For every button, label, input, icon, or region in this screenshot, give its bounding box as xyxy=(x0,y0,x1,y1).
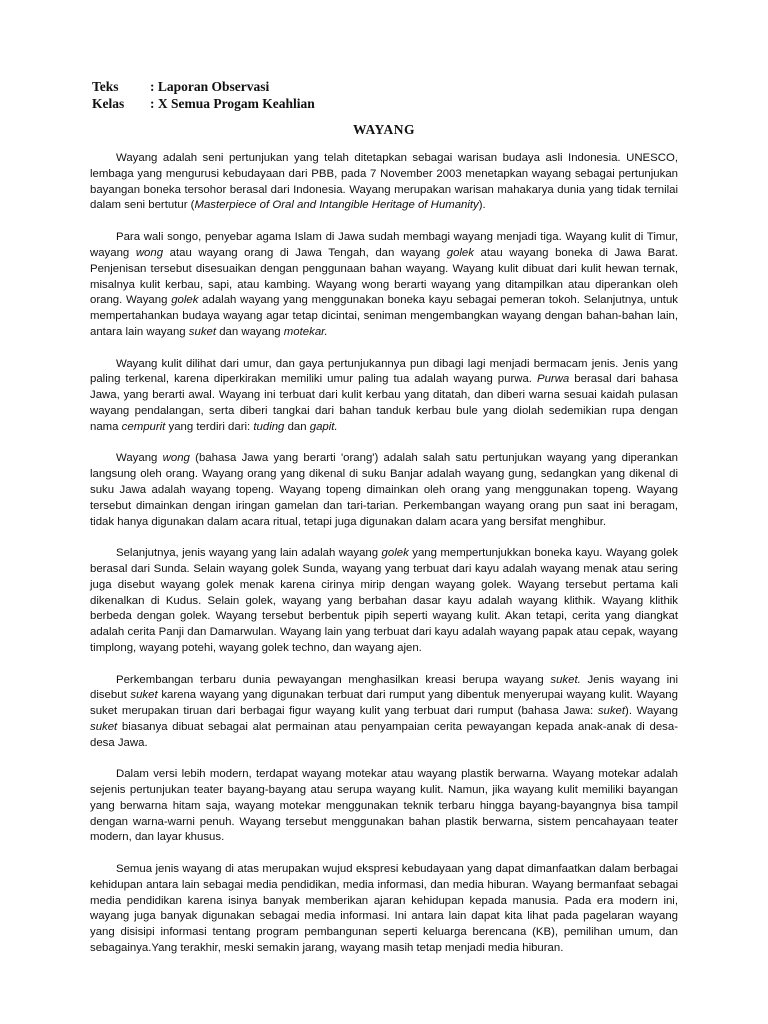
paragraph-5 xyxy=(90,546,678,657)
text-span: dan xyxy=(284,420,310,433)
text-span: Selanjutnya, jenis wayang yang lain adalah wayang xyxy=(116,547,382,560)
document-header xyxy=(92,78,315,112)
italic-text: golek xyxy=(171,294,199,307)
text-span: Wayang adalah seni pertunjukan yang telah ditetapkan sebagai warisan budaya asli Indonesia. UNESCO, lembaga yang mengurusi kebudayaan dari PBB, pada 7 November 2003 menetapkan wayang sebagai pertunjukan bayangan boneka tersohor berasal dari Indonesia. Wayang merupakan warisan mahakarya dunia yang tidak ternilai dalam seni bertutur ( xyxy=(90,152,678,212)
paragraph-6 xyxy=(90,673,678,752)
text-span: karena wayang yang digunakan terbuat dari rumput yang dibentuk menyerupai wayang kulit. Wayang suket merupakan tiruan dari berbagai figur wayang kulit yang terbuat dari rumput (bahasa Jawa: xyxy=(90,689,678,718)
paragraph-2 xyxy=(90,230,678,341)
italic-text: suket xyxy=(130,689,158,702)
paragraph-3 xyxy=(90,357,678,436)
text-span: yang terdiri dari: xyxy=(165,420,254,433)
text-span: ). Wayang xyxy=(625,705,678,718)
italic-text: golek xyxy=(381,547,409,560)
text-span: berasal dari bahasa Jawa, yang berarti awal. Wayang ini terbuat dari kulit kerbau yang ditatah, dan diberi warna sesuai kaidah pulasan wayang pendalangan, serta diberi tangkai dari bahan tanduk kerbau bule yang diolah sedemikian rupa dengan nama xyxy=(90,373,678,433)
teks-value: : Laporan Observasi xyxy=(150,79,270,94)
text-span: ). xyxy=(478,199,486,212)
text-span: yang mempertunjukkan boneka kayu. Wayang golek berasal dari Sunda. Selain wayang golek Sunda, wayang yang terbuat dari kayu adalah wayang menak atau sering juga disebut wayang golek menak karena cirinya mirip dengan wayang golek. Wayang tersebut pertama kali dikenalkan di Kudus. Selain golek, wayang yang berbahan dasar kayu adalah wayang klithik. Wayang klithik berbeda dengan golek. Wayang tersebut berbentuk pipih seperti wayang kulit. Akan tetapi, cerita yang diangkat adalah cerita Panji dan Damarwulan. Wayang lain yang terbuat dari kayu adalah wayang papak atau cepak, wayang timplong, wayang potehi, wayang golek techno, dan wayang ajen. xyxy=(90,547,678,654)
italic-text: Purwa xyxy=(536,373,570,386)
italic-text: wong xyxy=(135,246,164,259)
italic-text: Masterpiece of Oral and Intangible Heritage of Humanity xyxy=(194,199,479,212)
italic-text: motekar. xyxy=(283,325,328,338)
text-span: atau wayang boneka di Jawa Barat. Penjenisan tersebut disesuaikan dengan penggunaan bahan wayang. Wayang kulit dibuat dari kulit hewan ternak, misalnya kulit kerbau, sapi, atau kambing. Wayang wong berarti wayang yang ditampilkan atau diperankan oleh orang. Wayang xyxy=(90,246,678,307)
text-span: (bahasa Jawa yang berarti 'orang') adalah salah satu pertunjukan wayang yang diperankan langsung oleh orang. Wayang orang yang dikenal di suku Banjar adalah wayang gung, sedangkan yang dikenal di suku Jawa adalah wayang topeng. Wayang topeng dimainkan oleh orang yang menggunakan topeng. Wayang tersebut dimainkan dengan iringan gamelan dan tari-tarian. Perkembangan wayang orang pun saat ini beragam, tidak hanya digunakan dalam acara ritual, tetapi juga digunakan dalam acara yang bersifat menghibur. xyxy=(90,452,678,528)
italic-text: gapit. xyxy=(309,420,338,433)
text-span: atau wayang orang di Jawa Tengah, dan wayang xyxy=(163,246,447,259)
text-span: Wayang kulit dilihat dari umur, dan gaya pertunjukannya pun dibagi lagi menjadi bermacam jenis. Jenis yang paling terkenal, karena diperkirakan memiliki umur paling tua adalah wayang purwa. xyxy=(90,357,678,386)
document-title: WAYANG xyxy=(352,122,416,137)
kelas-row xyxy=(92,95,315,112)
paragraph-8: Semua jenis wayang di atas merupakan wujud ekspresi kebudayaan yang dapat dimanfaatkan dalam berbagai kehidupan antara lain sebagai media pendidikan, media informasi, dan media hiburan. Wayang bermanfaat sebagai media pendidikan karena isinya banyak memberikan ajaran kehidupan kepada manusia. Pada era modern ini, wayang juga banyak digunakan sebagai media informasi. Ini antara lain dapat kita lihat pada pagelaran wayang yang disisipi informasi tentang program pembangunan seperti keluarga berencana (KB), pemilihan umum, dan sebagainya.Yang terakhir, meski semakin jarang, wayang masih tetap menjadi media hiburan. xyxy=(90,863,678,955)
teks-row xyxy=(92,78,315,95)
text-span: Para wali songo, penyebar agama Islam di Jawa sudah membagi wayang menjadi tiga. Wayang kulit di Timur, wayang xyxy=(90,231,678,259)
italic-text: suket xyxy=(90,720,118,733)
paragraph-7: Dalam versi lebih modern, terdapat wayang motekar atau wayang plastik berwarna. Wayang motekar adalah sejenis pertunjukan teater bayang-bayang atau serupa wayang kulit. Namun, jika wayang kulit memiliki bayangan yang berwarna hitam saja, wayang motekar menggunakan teknik terbaru hingga bayang-bayangnya bisa tampil dengan warna-warni penuh. Wayang tersebut menggunakan bahan plastik berwarna, sistem pencahayaan teater modern, dan layar khusus. xyxy=(90,768,678,844)
text-span: Perkembangan terbaru dunia pewayangan menghasilkan kreasi berupa wayang xyxy=(116,673,551,686)
text-span: adalah wayang yang menggunakan boneka kayu sebagai pemeran tokoh. Selanjutnya, untuk mempertahankan budaya wayang agar tetap dicintai, seniman mengembangkan wayang dengan bahan-bahan lain, antara lain wayang xyxy=(90,294,678,338)
text-span: Wayang xyxy=(116,452,163,465)
paragraph-1 xyxy=(90,151,678,214)
italic-text: wong xyxy=(162,452,190,465)
italic-text: golek xyxy=(446,246,474,259)
italic-text: tuding xyxy=(253,420,285,433)
text-span: Jenis wayang ini disebut xyxy=(90,673,678,702)
italic-text: suket. xyxy=(550,673,581,686)
italic-text: suket xyxy=(188,325,217,338)
teks-label: Teks xyxy=(92,79,119,94)
text-span: dan wayang xyxy=(216,325,284,338)
text-span: biasanya dibuat sebagai alat permainan atau penyampaian cerita pewayangan kepada anak-anak di desa-desa Jawa. xyxy=(90,720,678,749)
document-body xyxy=(90,151,678,973)
kelas-value: : X Semua Progam Keahlian xyxy=(150,96,315,111)
italic-text: cempurit xyxy=(121,420,166,433)
paragraph-4 xyxy=(90,451,678,530)
kelas-label: Kelas xyxy=(92,96,125,111)
italic-text: suket xyxy=(597,705,626,718)
